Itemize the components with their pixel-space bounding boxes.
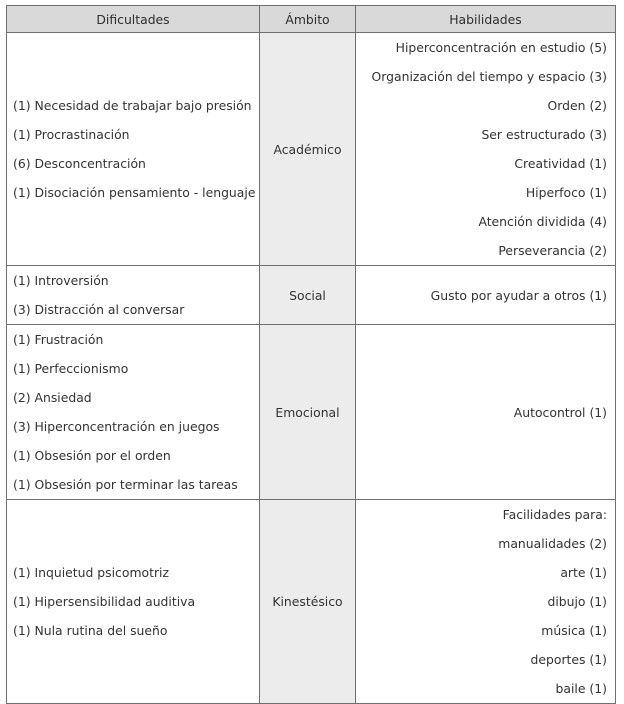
dificultad-item: (1) Hipersensibilidad auditiva <box>13 594 196 609</box>
dificultad-item: (1) Perfeccionismo <box>13 361 129 376</box>
dificultad-item: (2) Ansiedad <box>13 390 92 405</box>
header-ambito: Ámbito <box>260 6 356 33</box>
dificultad-item: (1) Necesidad de trabajar bajo presión <box>13 98 252 113</box>
dificultades-cell <box>7 500 260 704</box>
dificultades-cell <box>7 325 260 500</box>
dificultad-item: (1) Introversión <box>13 273 109 288</box>
habilidad-item: Creatividad (1) <box>514 156 607 171</box>
habilidad-item: Gusto por ayudar a otros (1) <box>430 287 607 303</box>
ambito-cell: Emocional <box>260 325 356 500</box>
habilidades-cell <box>356 500 616 704</box>
dificultades-cell <box>7 266 260 325</box>
dificultad-item: (1) Obsesión por terminar las tareas <box>13 477 238 492</box>
ambito-cell: Académico <box>260 33 356 266</box>
dificultad-item: (6) Desconcentración <box>13 156 146 171</box>
table-header-row <box>7 6 616 33</box>
habilidades-cell <box>356 33 616 266</box>
habilidad-item: Atención dividida (4) <box>478 214 607 229</box>
habilidad-item: dibujo (1) <box>547 594 607 609</box>
habilidad-item: Organización del tiempo y espacio (3) <box>371 69 607 84</box>
table-row-emocional <box>7 325 616 500</box>
habilidad-item: deportes (1) <box>530 652 607 667</box>
habilidades-cell <box>356 266 616 325</box>
dificultad-item: (1) Disociación pensamiento - lenguaje <box>13 185 256 200</box>
habilidad-item: Ser estructurado (3) <box>481 127 607 142</box>
dificultad-item: (1) Procrastinación <box>13 127 130 142</box>
dificultad-item: (1) Inquietud psicomotriz <box>13 565 170 580</box>
header-habilidades: Habilidades <box>356 6 616 33</box>
table-row-academico <box>7 33 616 266</box>
habilidad-item: baile (1) <box>555 681 607 696</box>
table-row-social <box>7 266 616 325</box>
header-dificultades: Dificultades <box>7 6 260 33</box>
ambito-cell: Kinestésico <box>260 500 356 704</box>
dificultad-item: (3) Distracción al conversar <box>13 302 185 317</box>
dificultad-item: (1) Obsesión por el orden <box>13 448 171 463</box>
habilidad-item: Orden (2) <box>547 98 607 113</box>
dificultad-item: (1) Nula rutina del sueño <box>13 623 168 638</box>
habilidad-item: Hiperfoco (1) <box>525 185 607 200</box>
habilidad-item: Hiperconcentración en estudio (5) <box>395 40 607 55</box>
difficulties-skills-table <box>6 5 616 704</box>
habilidad-item: música (1) <box>541 623 607 638</box>
table-row-kinestesico <box>7 500 616 704</box>
dificultades-cell <box>7 33 260 266</box>
habilidad-item: manualidades (2) <box>498 536 607 551</box>
habilidad-item: arte (1) <box>560 565 607 580</box>
habilidad-item: Facilidades para: <box>502 507 607 522</box>
ambito-cell: Social <box>260 266 356 325</box>
dificultad-item: (3) Hiperconcentración en juegos <box>13 419 220 434</box>
dificultad-item: (1) Frustración <box>13 332 104 347</box>
habilidades-cell <box>356 325 616 500</box>
habilidad-item: Perseverancia (2) <box>498 243 607 258</box>
habilidad-item: Autocontrol (1) <box>513 404 607 420</box>
